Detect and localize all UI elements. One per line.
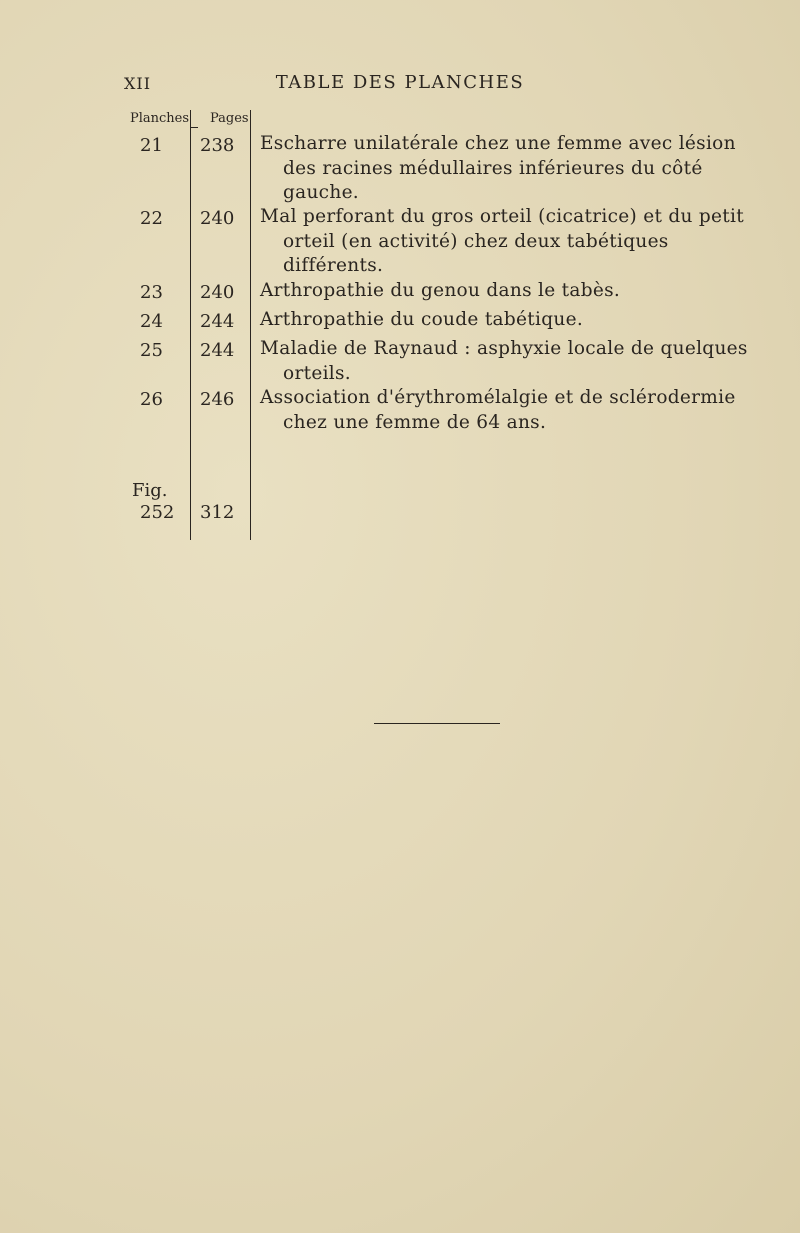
entry-page-24: 244 — [200, 311, 235, 332]
entry-planche-23: 23 — [140, 282, 163, 303]
entry-page-25: 244 — [200, 340, 235, 361]
entry-page-22: 240 — [200, 208, 235, 229]
entry-planche-21: 21 — [140, 135, 163, 156]
entry-planche-25: 25 — [140, 340, 163, 361]
column-divider-left — [190, 110, 191, 540]
figure-number: 252 — [140, 502, 175, 523]
entry-description-26: Association d'érythromélalgie et de sclérodermie chez une femme de 64 ans. — [260, 387, 736, 433]
column-header-pages: Pages — [210, 111, 249, 126]
entry-page-21: 238 — [200, 135, 235, 156]
column-divider-right — [250, 110, 251, 540]
end-rule — [374, 723, 500, 724]
entry-description-21: Escharre unilatérale chez une femme avec lésion des racines médullaires inférieures du côté gauche. — [260, 133, 736, 203]
page-title: TABLE DES PLANCHES — [275, 72, 525, 93]
entry-description-22: Mal perforant du gros orteil (cicatrice) et du petit orteil (en activité) chez deux tabétiques différents. — [260, 206, 744, 276]
entry-page-23: 240 — [200, 282, 235, 303]
figure-label: Fig. — [132, 480, 168, 501]
figure-page: 312 — [200, 502, 235, 523]
entry-description-23: Arthropathie du genou dans le tabès. — [260, 280, 621, 301]
entry-description-24: Arthropathie du coude tabétique. — [260, 309, 584, 330]
page-header-number: XII — [124, 74, 152, 93]
header-tick — [190, 127, 198, 128]
entry-planche-26: 26 — [140, 389, 163, 410]
entry-planche-24: 24 — [140, 311, 163, 332]
entry-description-25: Maladie de Raynaud : asphyxie locale de quelques orteils. — [260, 338, 748, 384]
entry-page-26: 246 — [200, 389, 235, 410]
column-header-planches: Planches — [130, 111, 190, 126]
entry-planche-22: 22 — [140, 208, 163, 229]
